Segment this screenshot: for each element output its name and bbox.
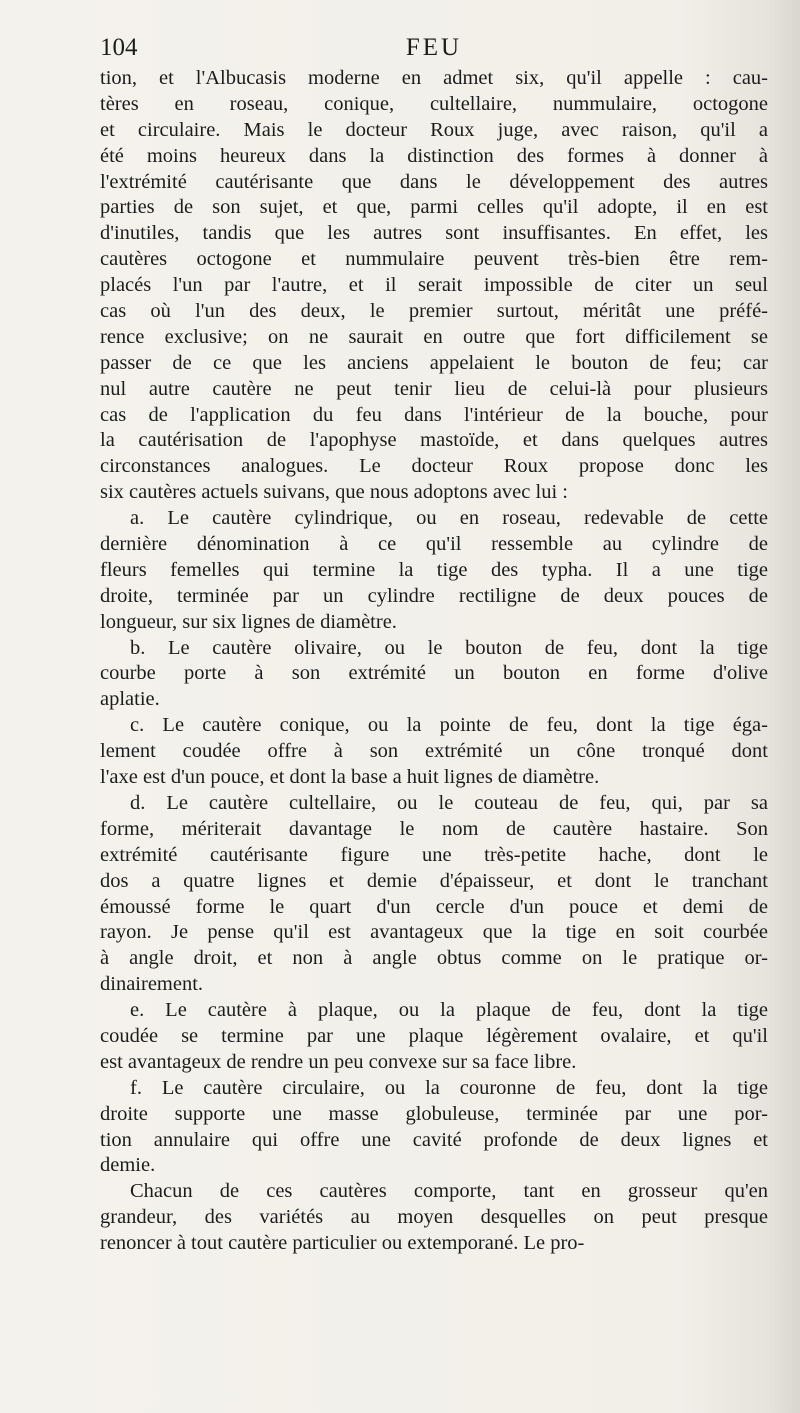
text-line: la cautérisation de l'apophyse mastoïde, et dans quelques autres: [100, 429, 768, 452]
text-line: l'extrémité cautérisante que dans le développement des autres: [100, 170, 768, 193]
text-line: a. Le cautère cylindrique, ou en roseau, redevable de cette: [130, 507, 768, 530]
text-line: passer de ce que les anciens appelaient le bouton de feu; car: [100, 351, 768, 374]
text-line: c. Le cautère conique, ou la pointe de feu, dont la tige éga-: [130, 714, 768, 737]
text-line: parties de son sujet, et que, parmi celles qu'il adopte, il en est: [100, 196, 768, 219]
text-line: renoncer à tout cautère particulier ou extemporané. Le pro-: [100, 1232, 585, 1255]
text-line: cas où l'un des deux, le premier surtout, méritât une préfé-: [100, 300, 768, 323]
text-line: grandeur, des variétés au moyen desquelles on peut presque: [100, 1206, 768, 1229]
text-line: d. Le cautère cultellaire, ou le couteau de feu, qui, par sa: [130, 791, 768, 814]
text-line: coudée se termine par une plaque légèrement ovalaire, et qu'il: [100, 1024, 768, 1047]
text-line: f. Le cautère circulaire, ou la couronne de feu, dont la tige: [130, 1076, 768, 1099]
page-number: 104: [100, 34, 138, 61]
text-line: lement coudée offre à son extrémité un cône tronqué dont: [100, 740, 768, 763]
text-line: courbe porte à son extrémité un bouton en forme d'olive: [100, 662, 768, 685]
text-line: et circulaire. Mais le docteur Roux juge, avec raison, qu'il a: [100, 118, 768, 141]
text-line: circonstances analogues. Le docteur Roux propose donc les: [100, 455, 768, 478]
text-line: cas de l'application du feu dans l'intérieur de la bouche, pour: [100, 403, 768, 426]
text-line: tion, et l'Albucasis moderne en admet six, qu'il appelle : cau-: [100, 67, 768, 89]
text-line: forme, mériterait davantage le nom de cautère hastaire. Son: [100, 817, 768, 840]
text-line: dinairement.: [100, 973, 204, 996]
text-line: à angle droit, et non à angle obtus comme on le pratique or-: [100, 947, 768, 970]
text-line: dos a quatre lignes et demie d'épaisseur, et dont le tranchant: [100, 869, 768, 892]
text-line: rayon. Je pense qu'il est avantageux que la tige en soit courbée: [100, 921, 768, 944]
text-line: placés l'un par l'autre, et il serait impossible de citer un seul: [100, 274, 768, 297]
running-head: FEU: [405, 34, 463, 61]
text-line: dernière dénomination à ce qu'il ressemble au cylindre de: [100, 533, 768, 556]
text-line: droite supporte une masse globuleuse, terminée par une por-: [100, 1102, 768, 1125]
text-line: rence exclusive; on ne saurait en outre que fort difficilement se: [100, 325, 768, 348]
text-line: six cautères actuels suivans, que nous adoptons avec lui :: [100, 481, 568, 504]
text-line: extrémité cautérisante figure une très-petite hache, dont le: [100, 843, 768, 866]
text-line: Chacun de ces cautères comporte, tant en grosseur qu'en: [130, 1180, 768, 1203]
body-text: [100, 66, 768, 1257]
text-line: droite, terminée par un cylindre rectiligne de deux pouces de: [100, 584, 768, 607]
text-line: tères en roseau, conique, cultellaire, nummulaire, octogone: [100, 92, 768, 115]
text-line: cautères octogone et nummulaire peuvent très-bien être rem-: [100, 248, 768, 271]
text-line: b. Le cautère olivaire, ou le bouton de feu, dont la tige: [130, 636, 768, 659]
text-line: été moins heureux dans la distinction des formes à donner à: [100, 144, 768, 167]
text-line: longueur, sur six lignes de diamètre.: [100, 610, 397, 633]
text-line: e. Le cautère à plaque, ou la plaque de feu, dont la tige: [130, 999, 768, 1022]
text-line: émoussé forme le quart d'un cercle d'un pouce et demi de: [100, 895, 768, 918]
text-line: nul autre cautère ne peut tenir lieu de celui-là pour plusieurs: [100, 377, 768, 400]
page-header: [100, 34, 768, 64]
text-line: demie.: [100, 1154, 156, 1177]
text-line: tion annulaire qui offre une cavité profonde de deux lignes et: [100, 1128, 768, 1151]
text-line: fleurs femelles qui termine la tige des typha. Il a une tige: [100, 558, 768, 581]
text-line: d'inutiles, tandis que les autres sont insuffisantes. En effet, les: [100, 222, 768, 245]
text-line: est avantageux de rendre un peu convexe sur sa face libre.: [100, 1050, 577, 1073]
text-line: l'axe est d'un pouce, et dont la base a huit lignes de diamètre.: [100, 766, 600, 789]
text-line: aplatie.: [100, 688, 160, 711]
